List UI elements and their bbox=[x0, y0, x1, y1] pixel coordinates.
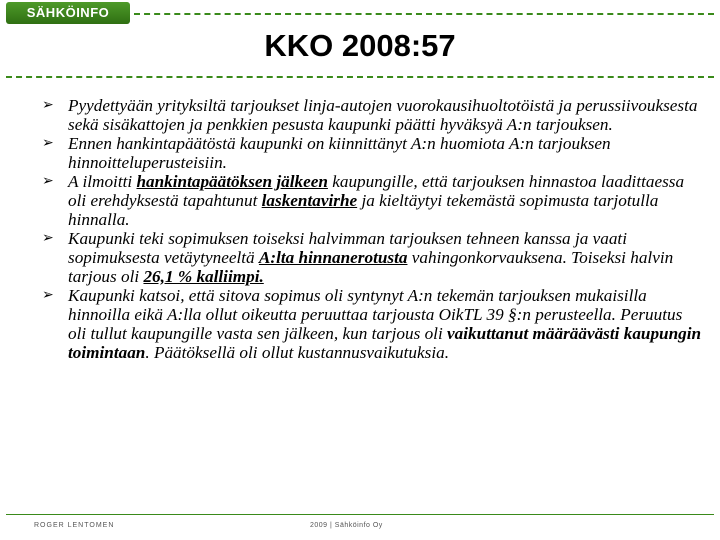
slide-title: KKO 2008:57 bbox=[264, 28, 456, 63]
bullet-text: kaupungille, että tarjouksen hinnastoa laadittaessa oli erehdyksestä tapahtunut bbox=[68, 172, 685, 210]
bullet-text: vahingonkorvauksena. Toiseksi halvin tarjous oli bbox=[68, 248, 674, 286]
footer-copyright: 2009 | Sähköinfo Oy bbox=[310, 522, 383, 529]
footer-author: ROGER LENTOMEN bbox=[34, 522, 115, 529]
bullet-emphasis: A:lta hinnanerotusta bbox=[258, 248, 408, 267]
title-divider bbox=[6, 76, 714, 78]
bullet-text: Kaupunki teki sopimuksen toiseksi halvimman tarjouksen tehneen kanssa ja vaati sopimuksesta vetäytyneeltä bbox=[68, 229, 627, 267]
footer-divider bbox=[6, 514, 714, 515]
bullet-text: ja kieltäytyi tekemästä sopimusta tarjotulla hinnalla. bbox=[68, 191, 659, 229]
sahkoinfo-logo bbox=[6, 2, 130, 24]
bullet-text: Kaupunki katsoi, että sitova sopimus oli syntynyt A:n tekemän tarjouksen mukaisilla hinnoilla eikä A:lla ollut oikeutta peruuttaa tarjousta OikTL 39 §:n perusteella. Peruutus oli tullut kaupungille vasta sen jälkeen, kun tarjous oli bbox=[68, 286, 683, 343]
bullet-text: . Päätöksellä oli ollut kustannusvaikutuksia. bbox=[145, 343, 449, 362]
bullet-emphasis: vaikuttanut määräävästi kaupungin toimintaan bbox=[68, 324, 702, 362]
arrow-bullet-icon: ➢ bbox=[42, 173, 54, 189]
arrow-bullet-icon: ➢ bbox=[42, 287, 54, 303]
header-divider bbox=[134, 13, 714, 15]
arrow-bullet-icon: ➢ bbox=[42, 97, 54, 113]
bullet-text: Pyydettyään yrityksiltä tarjoukset linja-autojen vuorokausihuoltotöistä ja perussiivouksesta sekä sisäkattojen ja penkkien pesusta kaupunki päätti hyväksyä A:n tarjouksen. bbox=[68, 96, 698, 134]
bullet-text: Ennen hankintapäätöstä kaupunki on kiinnittänyt A:n huomiota A:n tarjouksen hinnoitteluperusteisiin. bbox=[68, 134, 611, 172]
bullet-item bbox=[42, 286, 702, 362]
bullet-item bbox=[42, 172, 702, 229]
arrow-bullet-icon: ➢ bbox=[42, 230, 54, 246]
bullet-emphasis: 26,1 % kalliimpi. bbox=[143, 267, 264, 286]
bullet-item bbox=[42, 229, 702, 286]
bullet-emphasis: laskentavirhe bbox=[261, 191, 358, 210]
logo-text: SÄHKÖINFO bbox=[26, 5, 110, 20]
bullet-list bbox=[42, 96, 702, 362]
bullet-text: A ilmoitti bbox=[68, 172, 137, 191]
arrow-bullet-icon: ➢ bbox=[42, 135, 54, 151]
bullet-emphasis: hankintapäätöksen jälkeen bbox=[136, 172, 328, 191]
bullet-item bbox=[42, 96, 702, 134]
bullet-item bbox=[42, 134, 702, 172]
